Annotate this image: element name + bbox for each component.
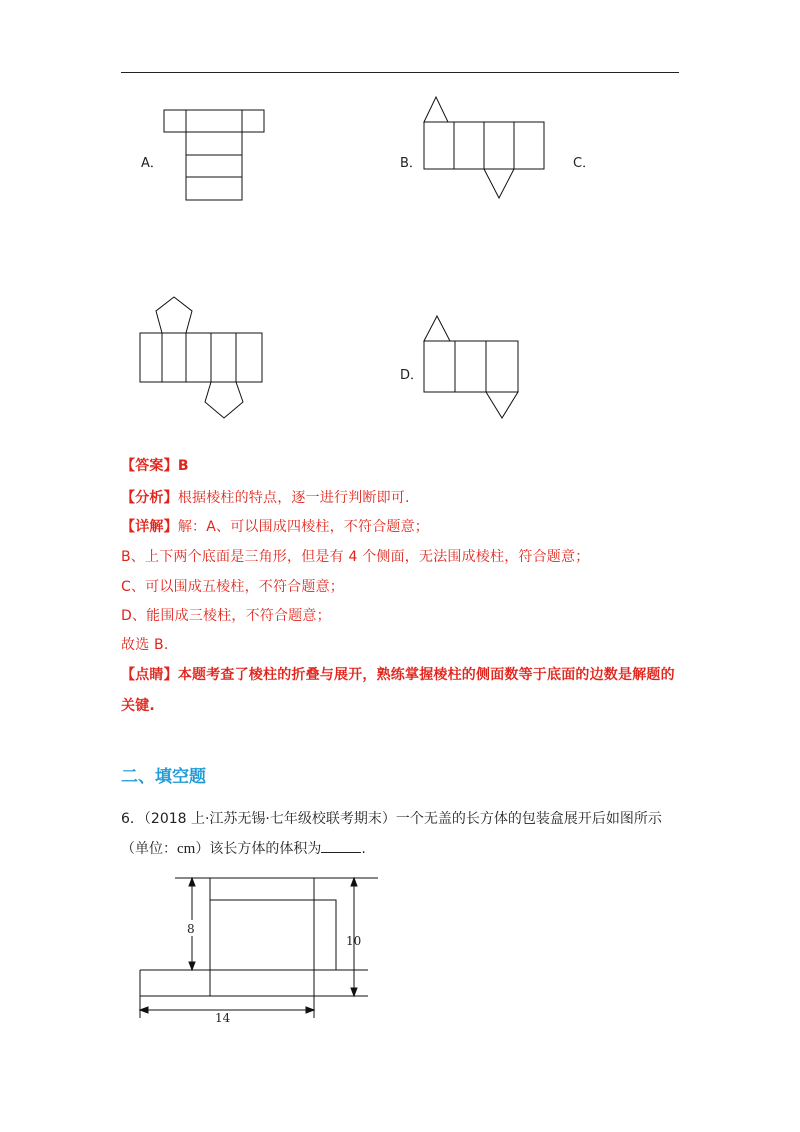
- figure-option-c: [136, 292, 268, 422]
- detail-line-d: D、能围成三棱柱，不符合题意；: [121, 608, 331, 624]
- question-6-unit: cm: [177, 841, 196, 857]
- question-6-end: .: [361, 841, 366, 857]
- detail-text: 解：A、可以围成四棱柱，不符合题意；: [177, 519, 429, 535]
- question-6-line-2: [121, 838, 366, 858]
- net-c-bottom-pentagon: [205, 382, 243, 418]
- net-d-bottom-triangle: [486, 392, 518, 418]
- answer-text: B: [177, 458, 189, 474]
- dim-label-8: 8: [187, 922, 195, 936]
- net-b-bottom-triangle: [484, 169, 514, 198]
- analysis-tag: 【分析】: [121, 490, 178, 506]
- net-d-band: [424, 341, 518, 392]
- net-b-top-triangle: [424, 97, 448, 122]
- option-a-label: A．: [141, 156, 163, 171]
- figure-option-b: [420, 92, 550, 204]
- dim-label-14: 14: [215, 1011, 231, 1025]
- question-6-text: ）该长方体的体积为: [195, 841, 322, 857]
- answer-tag: 【答案】: [121, 458, 178, 474]
- detail-line-c: C、可以围成五棱柱，不符合题意；: [121, 579, 344, 595]
- option-c-label: C．: [573, 156, 596, 171]
- comment-line-2: 关键.: [121, 698, 155, 714]
- answer-blank[interactable]: [321, 840, 361, 853]
- detail-line: [121, 516, 429, 536]
- header-rule: [121, 72, 679, 73]
- option-d-label: D．: [400, 368, 424, 383]
- analysis-line: [121, 487, 410, 507]
- figure-option-a: [160, 106, 270, 204]
- analysis-text: 根据棱柱的特点，逐一进行判断即可.: [177, 490, 410, 506]
- dim-label-10: 10: [346, 934, 362, 948]
- figure-option-d: [420, 312, 524, 424]
- net-c-band: [140, 333, 262, 382]
- box-inner-rect: [210, 900, 336, 970]
- detail-line-b: B、上下两个底面是三角形，但是有 4 个侧面，无法围成棱柱，符合题意；: [121, 549, 590, 565]
- answer-line: [121, 455, 189, 475]
- option-b-label: B．: [400, 156, 422, 171]
- net-d-top-triangle: [424, 316, 450, 341]
- section-title: 二、填空题: [121, 767, 206, 787]
- comment-line: [121, 664, 675, 684]
- net-c-top-pentagon: [156, 297, 192, 333]
- comment-text: 本题考查了棱柱的折叠与展开，熟练掌握棱柱的侧面数等于底面的边数是解题的: [177, 667, 675, 683]
- detail-tag: 【详解】: [121, 519, 178, 535]
- conclusion-line: 故选 B.: [121, 637, 169, 653]
- net-a-top-row: [164, 110, 264, 132]
- figure-question-6: [130, 870, 380, 1025]
- net-a-column: [186, 132, 242, 200]
- question-6-unit-prefix: （单位：: [121, 841, 177, 857]
- comment-tag: 【点睛】: [121, 667, 178, 683]
- question-6-line-1: 6．（2018 上·江苏无锡·七年级校联考期末）一个无盖的长方体的包装盒展开后如图所示: [121, 811, 662, 827]
